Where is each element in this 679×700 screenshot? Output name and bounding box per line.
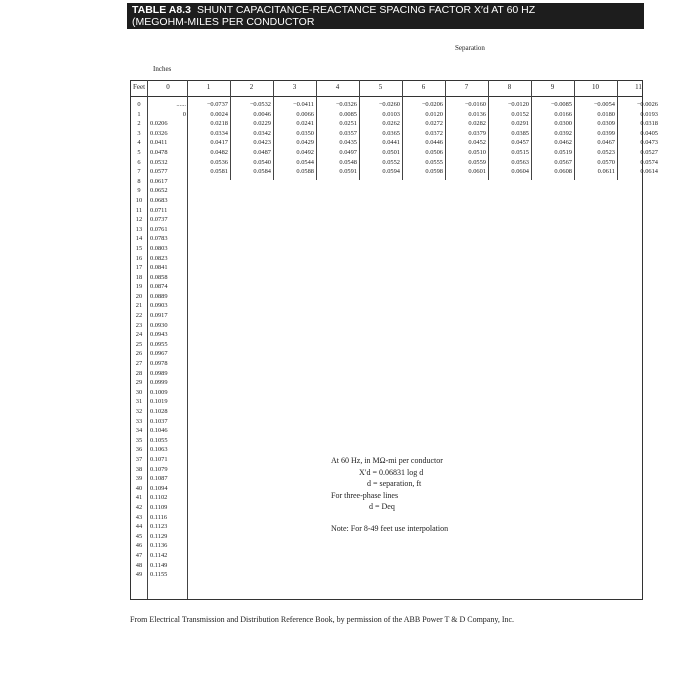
table-cell: 0.1055 — [150, 436, 168, 444]
inch-header-6: 6 — [421, 83, 426, 91]
inches-label: Inches — [153, 65, 172, 73]
feet-cell: 9 — [137, 187, 141, 195]
table-cell: 0.0206 — [150, 120, 168, 128]
table-cell: 0.0423 — [253, 139, 271, 147]
table-cell: 0.0241 — [296, 120, 314, 128]
header-rule-bottom — [131, 96, 642, 97]
table-cell: 0.0399 — [597, 129, 615, 137]
feet-cell: 26 — [135, 350, 143, 358]
inch-0-column — [150, 100, 186, 580]
table-cell: 0.0457 — [511, 139, 529, 147]
column-rule — [147, 80, 148, 599]
inch-5-column — [360, 100, 400, 177]
feet-cell: 33 — [135, 417, 143, 425]
table-cell: −0.0737 — [206, 101, 228, 108]
feet-cell: 45 — [135, 532, 143, 540]
feet-cell: 17 — [135, 264, 143, 272]
table-cell: 0.0803 — [150, 244, 168, 252]
feet-cell: 37 — [135, 455, 143, 463]
feet-cell: 1 — [137, 110, 141, 118]
table-cell: 0.1116 — [150, 513, 168, 521]
table-cell: 0.1102 — [150, 494, 168, 502]
table-cell: 0.0570 — [597, 158, 615, 166]
table-cell: 0.0487 — [253, 148, 271, 156]
inch-10-column — [575, 100, 615, 177]
table-cell: 0.1009 — [150, 388, 168, 396]
table-cell: −0.0326 — [335, 101, 357, 108]
table-cell: 0.0617 — [150, 177, 168, 185]
table-cell: 0.0136 — [468, 110, 486, 118]
feet-cell: 18 — [135, 273, 143, 281]
table-cell: 0.0166 — [554, 110, 572, 118]
table-cell: 0.0889 — [150, 292, 168, 300]
table-cell: 0.0379 — [468, 129, 486, 137]
inch-3-column — [274, 100, 314, 177]
formula-note — [331, 455, 448, 534]
table-cell: 0.0478 — [150, 148, 168, 156]
table-cell: 0.0506 — [425, 148, 443, 156]
spacing-factor-table — [130, 80, 658, 600]
table-cell: 0.0405 — [640, 129, 658, 137]
feet-cell: 5 — [137, 148, 141, 156]
table-cell: 0.0066 — [296, 110, 314, 118]
feet-cell: 48 — [135, 561, 143, 569]
source-credit: From Electrical Transmission and Distribution Reference Book, by permission of the ABB Power T & D Company, Inc. — [130, 615, 515, 624]
table-cell: ...... — [176, 101, 186, 108]
inch-header-4: 4 — [335, 83, 340, 91]
table-cell: 0.0467 — [597, 139, 615, 147]
note-line-5: d = Deq — [369, 502, 395, 511]
table-cell: 0.1155 — [150, 571, 168, 579]
inch-2-column — [231, 100, 271, 177]
inch-header-9: 9 — [550, 83, 555, 91]
table-cell: 0.0967 — [150, 350, 168, 358]
table-cell: 0.1136 — [150, 542, 168, 550]
table-cell: 0.0262 — [382, 120, 400, 128]
feet-cell: 25 — [135, 340, 143, 348]
feet-cell: 12 — [135, 216, 143, 224]
table-cell: 0.0024 — [210, 110, 228, 118]
header-rule-top — [131, 80, 642, 81]
inch-7-column — [446, 100, 486, 177]
table-cell: 0.1123 — [150, 523, 168, 531]
feet-cell: 40 — [135, 484, 143, 492]
feet-cell: 6 — [137, 158, 141, 166]
table-cell: 0.0515 — [511, 148, 529, 156]
feet-cell: 32 — [135, 408, 143, 415]
feet-cell: 44 — [135, 523, 143, 531]
inch-header-2: 2 — [249, 83, 254, 91]
table-cell: 0.0510 — [468, 148, 486, 156]
table-cell: 0.0544 — [296, 158, 314, 166]
table-cell: 0.0103 — [382, 110, 400, 118]
table-cell: 0.0519 — [554, 148, 572, 156]
feet-cell: 19 — [135, 283, 143, 291]
table-cell: −0.0260 — [378, 101, 400, 108]
table-cell: 0.0574 — [640, 158, 658, 166]
table-cell: 0.0193 — [640, 110, 658, 118]
table-cell: −0.0026 — [636, 101, 658, 108]
table-cell: 0.0917 — [150, 312, 168, 320]
feet-cell: 16 — [135, 254, 143, 262]
table-cell: 0.0604 — [511, 168, 529, 176]
table-cell: 0.0435 — [339, 139, 357, 147]
table-cell: 0.0584 — [253, 168, 271, 176]
feet-cell: 3 — [137, 129, 141, 137]
inch-6-column — [403, 100, 443, 177]
table-cell: 0.0152 — [511, 110, 529, 118]
feet-cell: 35 — [135, 436, 143, 444]
table-cell: 0.0282 — [468, 120, 486, 128]
feet-cell: 34 — [135, 427, 143, 435]
table-cell: −0.0411 — [293, 101, 314, 108]
table-cell: 0.1071 — [150, 455, 168, 463]
table-cell: −0.0206 — [421, 101, 443, 108]
table-cell: 0.0594 — [382, 168, 400, 176]
table-cell: 0.0120 — [425, 110, 443, 118]
table-cell: 0.0783 — [150, 235, 168, 243]
table-cell: 0.0229 — [253, 120, 271, 128]
table-cell: 0.0563 — [511, 158, 529, 166]
table-cell: 0.1129 — [150, 532, 168, 540]
inch-4-column — [317, 100, 357, 177]
feet-cell: 31 — [135, 398, 143, 406]
table-cell: 0.0930 — [150, 321, 168, 329]
table-cell: 0.1079 — [150, 465, 168, 473]
table-cell: 0.0652 — [150, 187, 168, 195]
table-cell: 0.0085 — [339, 110, 357, 118]
table-cell: 0.0309 — [597, 120, 615, 128]
table-cell: 0.0540 — [253, 158, 271, 166]
table-cell: 0.0462 — [554, 139, 572, 147]
feet-cell: 23 — [135, 321, 143, 329]
table-cell: 0.0903 — [150, 302, 168, 310]
table-cell: 0.0737 — [150, 216, 168, 224]
feet-cell: 22 — [135, 312, 143, 320]
table-cell: 0.0567 — [554, 158, 572, 166]
feet-cell: 10 — [135, 196, 143, 204]
table-cell: 0.0523 — [597, 148, 615, 156]
table-cell: 0.0943 — [150, 331, 168, 339]
table-cell: 0.0272 — [425, 120, 443, 128]
table-cell: 0.0446 — [425, 139, 443, 147]
feet-cell: 43 — [135, 513, 143, 521]
table-cell: 0.0441 — [382, 139, 400, 147]
note-line-6: Note: For 8-49 feet use interpolation — [331, 523, 449, 533]
table-cell: −0.0085 — [550, 101, 572, 108]
table-cell: 0.0350 — [296, 129, 314, 137]
inch-header-10: 10 — [592, 83, 599, 91]
table-cell: 0.0858 — [150, 273, 168, 281]
table-cell: 0.1046 — [150, 427, 168, 435]
table-cell: 0.0555 — [425, 158, 443, 166]
table-cell: −0.0120 — [507, 101, 529, 108]
table-cell: 0.0608 — [554, 168, 572, 176]
table-cell: 0.0492 — [296, 148, 314, 156]
table-cell: 0.0527 — [640, 148, 658, 156]
feet-cell: 15 — [135, 244, 143, 252]
table-cell: 0.0452 — [468, 139, 486, 147]
feet-cell: 30 — [135, 388, 143, 396]
table-cell: 0.0392 — [554, 129, 572, 137]
feet-cell: 38 — [135, 465, 143, 473]
table-title-line1: SHUNT CAPACITANCE-REACTANCE SPACING FACTOR X′d AT 60 HZ — [196, 4, 536, 16]
table-cell: 0.0999 — [150, 379, 168, 387]
table-cell: 0.1019 — [150, 398, 168, 406]
table-number: TABLE A8.3 — [132, 4, 191, 16]
table-cell: 0.1109 — [150, 503, 168, 511]
inch-header-11: 11 — [635, 83, 642, 91]
table-cell: 0.0300 — [554, 120, 572, 128]
table-cell: 0.0318 — [640, 120, 658, 128]
table-cell: 0.0711 — [150, 206, 168, 214]
inch-header-0: 0 — [166, 83, 170, 91]
table-cell: 0.0326 — [150, 129, 168, 137]
table-cell: 0.0482 — [210, 148, 228, 156]
table-cell: 0.0046 — [253, 110, 271, 118]
table-cell: 0.0761 — [150, 225, 168, 233]
feet-column — [131, 100, 147, 580]
feet-cell: 47 — [135, 551, 143, 559]
table-cell: 0.1063 — [150, 446, 168, 454]
table-cell: 0.0385 — [511, 129, 529, 137]
table-cell: 0.0497 — [339, 148, 357, 156]
table-cell: 0.0955 — [150, 340, 168, 348]
table-cell: 0.1094 — [150, 484, 168, 492]
inch-9-column — [532, 100, 572, 177]
note-line-2: X′d = 0.06831 log d — [359, 467, 424, 477]
table-cell: 0.0334 — [210, 129, 228, 137]
feet-cell: 7 — [137, 168, 141, 176]
feet-cell: 29 — [135, 379, 143, 387]
table-title-line2: (MEGOHM-MILES PER CONDUCTOR — [132, 16, 315, 28]
inch-header-8: 8 — [507, 83, 512, 91]
table-cell: 0.1037 — [150, 417, 168, 425]
inch-11-column — [618, 100, 658, 177]
table-title-banner — [127, 3, 644, 29]
feet-cell: 8 — [137, 177, 141, 185]
table-cell: 0.0841 — [150, 264, 168, 272]
table-cell: 0.0552 — [382, 158, 400, 166]
table-cell: 0.1149 — [150, 561, 168, 569]
inch-header-3: 3 — [292, 83, 297, 91]
table-cell: 0.0577 — [150, 168, 168, 176]
table-cell: 0.0874 — [150, 283, 168, 291]
table-cell: 0.0598 — [425, 168, 443, 176]
inch-1-column — [188, 100, 228, 177]
table-cell: −0.0054 — [593, 101, 615, 108]
feet-cell: 20 — [135, 292, 143, 300]
table-cell: 0.0365 — [382, 129, 400, 137]
note-line-4: For three-phase lines — [331, 490, 399, 500]
table-cell: 0.1087 — [150, 475, 168, 483]
feet-cell: 39 — [135, 475, 143, 483]
feet-cell: 41 — [135, 494, 143, 502]
table-cell: 0.1142 — [150, 551, 168, 559]
document-page — [127, 0, 658, 700]
feet-cell: 14 — [135, 235, 143, 243]
table-cell: 0.0342 — [253, 129, 271, 137]
table-cell: 0.0989 — [150, 369, 168, 377]
feet-cell: 36 — [135, 446, 143, 454]
table-cell: 0.0411 — [150, 139, 168, 147]
table-cell: 0.0614 — [640, 168, 658, 176]
table-cell: 0.0501 — [382, 148, 400, 156]
feet-cell: 21 — [135, 302, 143, 310]
table-cell: 0.0536 — [210, 158, 228, 166]
table-cell: 0.0581 — [210, 168, 228, 176]
table-cell: 0.0417 — [210, 139, 228, 147]
table-cell: 0.0978 — [150, 360, 168, 368]
table-cell: 0.0180 — [597, 110, 615, 118]
feet-cell: 2 — [137, 120, 141, 128]
table-cell: 0.0611 — [597, 168, 615, 176]
note-line-3: d = separation, ft — [367, 479, 422, 488]
table-cell: 0.0218 — [210, 120, 228, 128]
feet-cell: 27 — [135, 360, 143, 368]
table-cell: 0.0291 — [511, 120, 529, 128]
table-cell: 0.0251 — [339, 120, 357, 128]
table-cell: 0.0372 — [425, 129, 443, 137]
inch-header-7: 7 — [464, 83, 469, 91]
feet-cell: 46 — [135, 542, 143, 550]
feet-cell: 4 — [137, 139, 141, 147]
feet-cell: 28 — [135, 369, 143, 377]
table-cell: 0.0473 — [640, 139, 658, 147]
feet-cell: 42 — [135, 503, 143, 511]
table-cell: −0.0160 — [464, 101, 486, 108]
note-line-1: At 60 Hz, in MΩ-mi per conductor — [331, 456, 443, 465]
feet-cell: 24 — [135, 331, 143, 339]
table-cell: 0.0601 — [468, 168, 486, 176]
feet-cell: 0 — [137, 101, 141, 108]
table-cell: 0.0823 — [150, 254, 168, 262]
feet-cell: 13 — [135, 225, 143, 233]
table-cell: 0.0591 — [339, 168, 357, 176]
table-cell: −0.0532 — [249, 101, 271, 108]
table-cell: 0.0357 — [339, 129, 357, 137]
table-cell: 0.0548 — [339, 158, 357, 166]
separation-label: Separation — [455, 44, 485, 52]
table-cell: 0.0559 — [468, 158, 486, 166]
table-cell: 0.0588 — [296, 168, 314, 176]
table-cell: 0.0683 — [150, 196, 168, 204]
table-cell: 0.0429 — [296, 139, 314, 147]
inch-8-column — [489, 100, 529, 177]
inch-header-1: 1 — [206, 83, 211, 91]
feet-cell: 49 — [135, 571, 143, 579]
feet-cell: 11 — [135, 206, 143, 214]
inch-header-5: 5 — [378, 83, 383, 91]
feet-header: Feet — [132, 83, 146, 91]
table-cell: 0.1028 — [150, 408, 168, 415]
table-cell: 0 — [182, 110, 186, 118]
table-cell: 0.0532 — [150, 158, 168, 166]
